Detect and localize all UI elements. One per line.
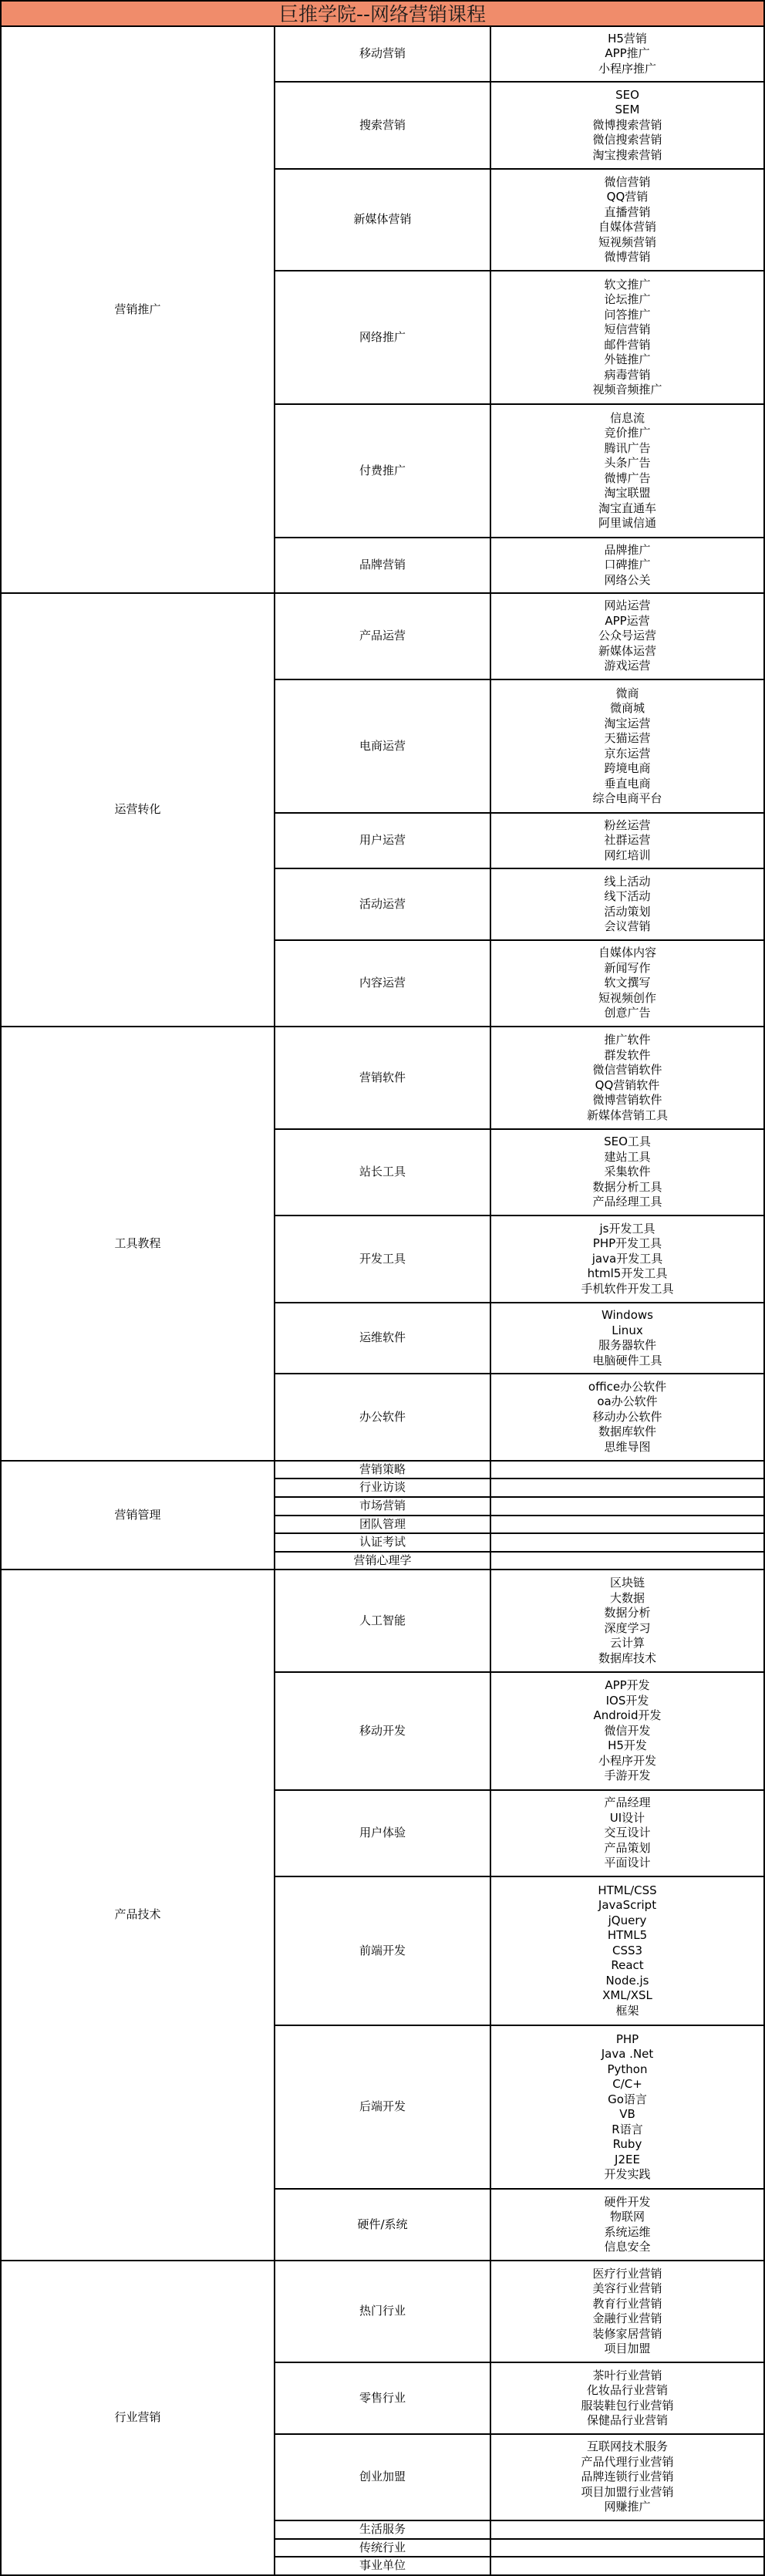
items-cell	[490, 2363, 765, 2435]
course-item: 品牌推广	[604, 542, 651, 557]
items-cell	[490, 680, 765, 814]
topic-cell	[274, 2261, 490, 2363]
topic-label: 网络推广	[359, 329, 406, 344]
items-cell	[490, 1303, 765, 1374]
course-item: 开发实践	[604, 2167, 651, 2181]
course-item: Linux	[612, 1323, 643, 1337]
topic-cell	[274, 1216, 490, 1303]
course-item: 竞价推广	[604, 426, 651, 440]
topic-cell	[274, 869, 490, 941]
topic-cell	[274, 1570, 490, 1673]
topic-label: 搜索营销	[359, 117, 406, 132]
course-item: IOS开发	[605, 1693, 649, 1708]
course-item: 微信营销	[604, 174, 651, 189]
course-item: 服务器软件	[598, 1338, 656, 1352]
course-item: 小程序开发	[598, 1753, 656, 1768]
course-item: HTML5	[607, 1928, 648, 1943]
topic-cell	[274, 680, 490, 814]
course-item: 自媒体内容	[598, 946, 656, 960]
topic-label: 创业加盟	[359, 2470, 406, 2484]
section-label: 营销管理	[114, 1507, 161, 1522]
course-item: 阿里诚信通	[598, 516, 656, 530]
course-item: 小程序推广	[598, 61, 656, 76]
topic-label: 热门行业	[359, 2304, 406, 2318]
course-item: 电脑硬件工具	[592, 1353, 662, 1367]
course-item: 淘宝直通车	[598, 501, 656, 515]
course-item: 手机软件开发工具	[581, 1281, 674, 1296]
course-item: 化妆品行业营销	[586, 2383, 668, 2397]
course-item: 装修家居营销	[592, 2326, 662, 2341]
course-item-list	[592, 1135, 662, 1210]
topic-label: 认证考试	[359, 1535, 406, 1549]
course-item-list	[581, 2439, 673, 2515]
course-item: 教育行业营销	[592, 2296, 662, 2311]
course-item: PHP	[615, 2031, 639, 2046]
course-item: 短视频营销	[598, 234, 656, 249]
course-item: 论坛推广	[604, 292, 651, 306]
course-item: 金融行业营销	[592, 2311, 662, 2325]
course-item: 微博营销	[604, 250, 651, 264]
course-item: 视频音频推广	[592, 383, 662, 396]
course-item: QQ营销软件	[595, 1077, 660, 1092]
course-item-list	[598, 1883, 656, 2019]
course-item: 软文撰写	[604, 976, 651, 990]
section-label: 运营转化	[114, 802, 161, 817]
course-item-list	[598, 946, 656, 1021]
course-item: HTML/CSS	[598, 1883, 657, 1897]
course-item: 产品策划	[604, 1840, 651, 1855]
course-item: 直播营销	[604, 204, 651, 219]
course-item: 数据分析	[604, 1606, 651, 1620]
items-cell	[490, 170, 765, 271]
course-item: SEO	[615, 87, 639, 102]
course-item: 保健品行业营销	[586, 2413, 668, 2427]
topic-label: 行业访谈	[359, 1480, 406, 1495]
course-item: 品牌连锁行业营销	[581, 2470, 674, 2484]
course-item: 产品经理工具	[592, 1195, 662, 1209]
topic-label: 人工智能	[359, 1613, 406, 1627]
course-item-list	[598, 32, 656, 77]
items-cell	[490, 1498, 765, 1516]
course-item: 项目加盟行业营销	[581, 2484, 674, 2499]
course-item: VB	[619, 2107, 635, 2121]
course-item: J2EE	[615, 2152, 640, 2166]
course-item: java开发工具	[591, 1251, 663, 1266]
items-cell	[490, 1216, 765, 1303]
course-item: 微商城	[609, 701, 645, 715]
page-title: 巨推学院--网络营销课程	[0, 0, 765, 27]
topic-cell	[274, 594, 490, 680]
course-item-list	[598, 598, 656, 674]
course-item: 线下活动	[604, 889, 651, 903]
topic-label: 营销心理学	[353, 1553, 412, 1567]
course-item: UI设计	[609, 1810, 645, 1825]
course-item: React	[611, 1958, 644, 1973]
course-item-list	[592, 88, 662, 164]
topic-label: 市场营销	[359, 1499, 406, 1513]
course-item: 服装鞋包行业营销	[581, 2398, 674, 2412]
course-item-list	[592, 2267, 662, 2357]
items-cell	[490, 1570, 765, 1673]
topic-label: 站长工具	[359, 1165, 406, 1179]
course-item: 垂直电商	[604, 776, 651, 791]
items-cell	[490, 594, 765, 680]
course-item: 新媒体运营	[598, 643, 656, 658]
topic-cell	[274, 1027, 490, 1130]
course-item-list	[592, 278, 662, 398]
items-cell	[490, 2190, 765, 2261]
topic-label: 运维软件	[359, 1330, 406, 1345]
course-item-list	[604, 543, 650, 588]
course-item: 京东运营	[604, 746, 651, 760]
topic-cell	[274, 1553, 490, 1570]
course-item: 交互设计	[604, 1826, 651, 1840]
course-item-list	[598, 411, 656, 531]
course-item: 软文推广	[604, 277, 651, 292]
topic-cell	[274, 2540, 490, 2557]
course-item: 推广软件	[604, 1033, 651, 1047]
topic-cell	[274, 1303, 490, 1374]
topic-label: 用户运营	[359, 833, 406, 848]
course-item: 会议营销	[604, 919, 651, 933]
course-item: Node.js	[605, 1973, 649, 1988]
topic-label: 活动运营	[359, 896, 406, 911]
course-item: QQ营销	[606, 190, 649, 204]
course-item: 创意广告	[604, 1006, 651, 1020]
course-item: 新媒体营销工具	[586, 1108, 668, 1122]
items-cell	[490, 1534, 765, 1553]
section-cell	[0, 2261, 274, 2576]
topic-cell	[274, 2363, 490, 2435]
topic-label: 品牌营销	[359, 558, 406, 572]
items-cell	[490, 271, 765, 405]
course-item: 头条广告	[604, 456, 651, 470]
topic-label: 事业单位	[359, 2558, 406, 2573]
items-cell	[490, 83, 765, 170]
items-cell	[490, 1374, 765, 1462]
course-item: 数据库技术	[598, 1650, 656, 1665]
course-item: 物联网	[609, 2210, 645, 2224]
course-item: 口碑推广	[604, 558, 651, 572]
course-item: 移动办公软件	[592, 1409, 662, 1424]
topic-cell	[274, 1479, 490, 1498]
items-cell	[490, 1130, 765, 1216]
items-cell	[490, 2435, 765, 2521]
items-cell	[490, 1027, 765, 1130]
course-item: 粉丝运营	[604, 818, 651, 832]
course-item: H5开发	[608, 1738, 647, 1753]
course-item: 社群运营	[604, 833, 651, 848]
topic-label: 开发工具	[359, 1251, 406, 1266]
items-cell	[490, 538, 765, 594]
course-item: 云计算	[609, 1636, 645, 1650]
course-item: 群发软件	[604, 1047, 651, 1062]
topic-cell	[274, 1516, 490, 1534]
items-cell	[490, 1791, 765, 1877]
course-item: 活动策划	[604, 904, 651, 919]
course-item-list	[604, 818, 650, 864]
course-item: 硬件开发	[604, 2194, 651, 2209]
course-item: 短信营销	[604, 322, 651, 336]
items-cell	[490, 405, 765, 538]
items-cell	[490, 2521, 765, 2540]
topic-label: 前端开发	[359, 1943, 406, 1957]
course-item: Android开发	[593, 1708, 662, 1723]
course-item-list	[602, 2032, 654, 2183]
course-item: oa办公软件	[597, 1394, 658, 1409]
course-item-list	[592, 686, 662, 807]
items-cell	[490, 869, 765, 941]
course-item: 大数据	[609, 1590, 645, 1605]
items-cell	[490, 2026, 765, 2190]
items-cell	[490, 814, 765, 869]
topic-cell	[274, 170, 490, 271]
topic-cell	[274, 2190, 490, 2261]
items-cell	[490, 1479, 765, 1498]
course-item: H5营销	[608, 31, 647, 46]
topic-label: 移动开发	[359, 1723, 406, 1738]
course-item: 信息流	[609, 410, 645, 425]
course-item: 新闻写作	[604, 960, 651, 975]
course-item: 采集软件	[604, 1165, 651, 1179]
course-item: 微博营销软件	[592, 1093, 662, 1107]
course-item: 产品代理行业营销	[581, 2454, 674, 2469]
course-item: 公众号运营	[598, 629, 656, 643]
items-cell	[490, 2261, 765, 2363]
course-table	[0, 27, 765, 2576]
course-item-list	[598, 1576, 656, 1666]
course-item: 跨境电商	[604, 761, 651, 775]
course-item: PHP开发工具	[592, 1236, 662, 1251]
topic-label: 内容运营	[359, 976, 406, 990]
topic-cell	[274, 1791, 490, 1877]
section-label: 工具教程	[114, 1236, 161, 1250]
course-item: 游戏运营	[604, 659, 651, 673]
course-item-list	[604, 2195, 650, 2255]
course-item: 短视频创作	[598, 990, 656, 1005]
course-item: 淘宝搜索营销	[592, 147, 662, 162]
course-item: 数据库软件	[598, 1425, 656, 1439]
course-item: 腾讯广告	[604, 440, 651, 455]
course-item-list	[588, 1380, 666, 1455]
topic-cell	[274, 814, 490, 869]
topic-label: 营销策略	[359, 1462, 406, 1476]
course-item: JavaScript	[598, 1898, 657, 1913]
course-item: Windows	[602, 1308, 653, 1322]
topic-cell	[274, 1462, 490, 1479]
course-item: XML/XSL	[602, 1988, 652, 2003]
course-item: 深度学习	[604, 1620, 651, 1635]
course-item: html5开发工具	[587, 1266, 668, 1281]
section-cell	[0, 1027, 274, 1462]
topic-label: 移动营销	[359, 46, 406, 61]
topic-label: 团队管理	[359, 1516, 406, 1531]
topic-cell	[274, 271, 490, 405]
topic-label: 零售行业	[359, 2390, 406, 2405]
section-cell	[0, 594, 274, 1027]
course-item: 网站运营	[604, 598, 651, 613]
section-label: 营销推广	[114, 302, 161, 316]
course-item: 线上活动	[604, 874, 651, 888]
course-item: 综合电商平台	[592, 791, 662, 805]
items-cell	[490, 1877, 765, 2026]
topic-label: 后端开发	[359, 2099, 406, 2114]
course-item: 手游开发	[604, 1768, 651, 1783]
course-item: 微信营销软件	[592, 1063, 662, 1077]
course-item: 网赚推广	[604, 2500, 651, 2514]
section-cell	[0, 1462, 274, 1570]
course-item: 外链推广	[604, 352, 651, 366]
topic-label: 办公软件	[359, 1409, 406, 1424]
course-item: 天猫运营	[604, 731, 651, 745]
items-cell	[490, 1516, 765, 1534]
course-item: 网络公关	[604, 572, 651, 587]
course-item: 邮件营销	[604, 337, 651, 352]
course-item: 医疗行业营销	[592, 2266, 662, 2281]
topic-label: 传统行业	[359, 2540, 406, 2554]
course-item: 平面设计	[604, 1856, 651, 1870]
course-item-list	[587, 1033, 668, 1123]
topic-label: 营销软件	[359, 1070, 406, 1084]
course-item: 淘宝联盟	[604, 486, 651, 500]
course-item: jQuery	[608, 1913, 647, 1927]
course-item: SEM	[615, 103, 640, 117]
topic-cell	[274, 1498, 490, 1516]
course-item: 项目加盟	[604, 2342, 651, 2355]
topic-label: 产品运营	[359, 629, 406, 643]
course-item: 问答推广	[604, 307, 651, 322]
course-item-list	[581, 2369, 673, 2429]
course-item-list	[594, 1678, 662, 1784]
section-label: 行业营销	[114, 2410, 161, 2425]
items-cell	[490, 2557, 765, 2576]
topic-cell	[274, 2026, 490, 2190]
course-item: 自媒体营销	[598, 220, 656, 234]
course-item-list	[598, 175, 656, 265]
topic-cell	[274, 1374, 490, 1462]
items-cell	[490, 1553, 765, 1570]
course-item: C/C+	[612, 2077, 642, 2091]
course-item: 微信开发	[604, 1723, 651, 1738]
topic-cell	[274, 1673, 490, 1791]
course-item: CSS3	[612, 1943, 643, 1957]
course-item: 数据分析工具	[592, 1179, 662, 1194]
topic-cell	[274, 2521, 490, 2540]
topic-cell	[274, 1130, 490, 1216]
course-item: js开发工具	[599, 1221, 655, 1236]
course-item: 互联网技术服务	[586, 2439, 668, 2454]
course-item: 区块链	[609, 1576, 645, 1590]
course-item: 微商	[615, 686, 639, 700]
topic-cell	[274, 1877, 490, 2026]
topic-label: 用户体验	[359, 1826, 406, 1840]
topic-cell	[274, 405, 490, 538]
course-item-list	[592, 1308, 662, 1368]
course-item: office办公软件	[588, 1379, 667, 1394]
course-item-list	[604, 875, 650, 935]
course-item: 美容行业营销	[592, 2281, 662, 2295]
course-item: APP运营	[605, 613, 650, 628]
topic-label: 生活服务	[359, 2522, 406, 2537]
course-item: 微博搜索营销	[592, 117, 662, 132]
items-cell	[490, 2540, 765, 2557]
items-cell	[490, 941, 765, 1027]
course-item: APP推广	[605, 46, 650, 61]
course-item: 系统运维	[604, 2224, 651, 2239]
section-cell	[0, 1570, 274, 2261]
course-item: 框架	[615, 2003, 639, 2018]
items-cell	[490, 27, 765, 83]
items-cell	[490, 1673, 765, 1791]
course-item-list	[581, 1222, 673, 1297]
course-item: 茶叶行业营销	[592, 2368, 662, 2382]
course-item: SEO工具	[604, 1135, 651, 1149]
course-item: Java .Net	[601, 2047, 654, 2061]
course-item: 网红培训	[604, 848, 651, 862]
course-item: 淘宝运营	[604, 716, 651, 730]
section-label: 产品技术	[114, 1907, 161, 1922]
topic-cell	[274, 2435, 490, 2521]
topic-label: 付费推广	[359, 463, 406, 477]
course-item: APP开发	[605, 1678, 650, 1693]
course-item: 病毒营销	[604, 367, 651, 382]
items-cell	[490, 1462, 765, 1479]
topic-cell	[274, 83, 490, 170]
topic-label: 新媒体营销	[353, 212, 412, 227]
course-item: R语言	[612, 2122, 643, 2136]
course-item: 产品经理	[604, 1795, 651, 1810]
topic-label: 电商运营	[359, 738, 406, 753]
topic-cell	[274, 27, 490, 83]
course-item: 微信搜索营销	[592, 133, 662, 147]
course-item: Go语言	[608, 2092, 647, 2106]
section-cell	[0, 27, 274, 594]
course-item: Python	[607, 2062, 648, 2076]
course-item: 微博广告	[604, 470, 651, 485]
topic-label: 硬件/系统	[357, 2217, 408, 2231]
topic-cell	[274, 941, 490, 1027]
course-item: 思维导图	[604, 1439, 651, 1454]
topic-cell	[274, 538, 490, 594]
course-item: Ruby	[612, 2137, 642, 2151]
topic-cell	[274, 2557, 490, 2576]
course-item: 建站工具	[604, 1149, 651, 1164]
topic-cell	[274, 1534, 490, 1553]
course-item: 信息安全	[604, 2240, 651, 2254]
course-item-list	[604, 1795, 650, 1871]
